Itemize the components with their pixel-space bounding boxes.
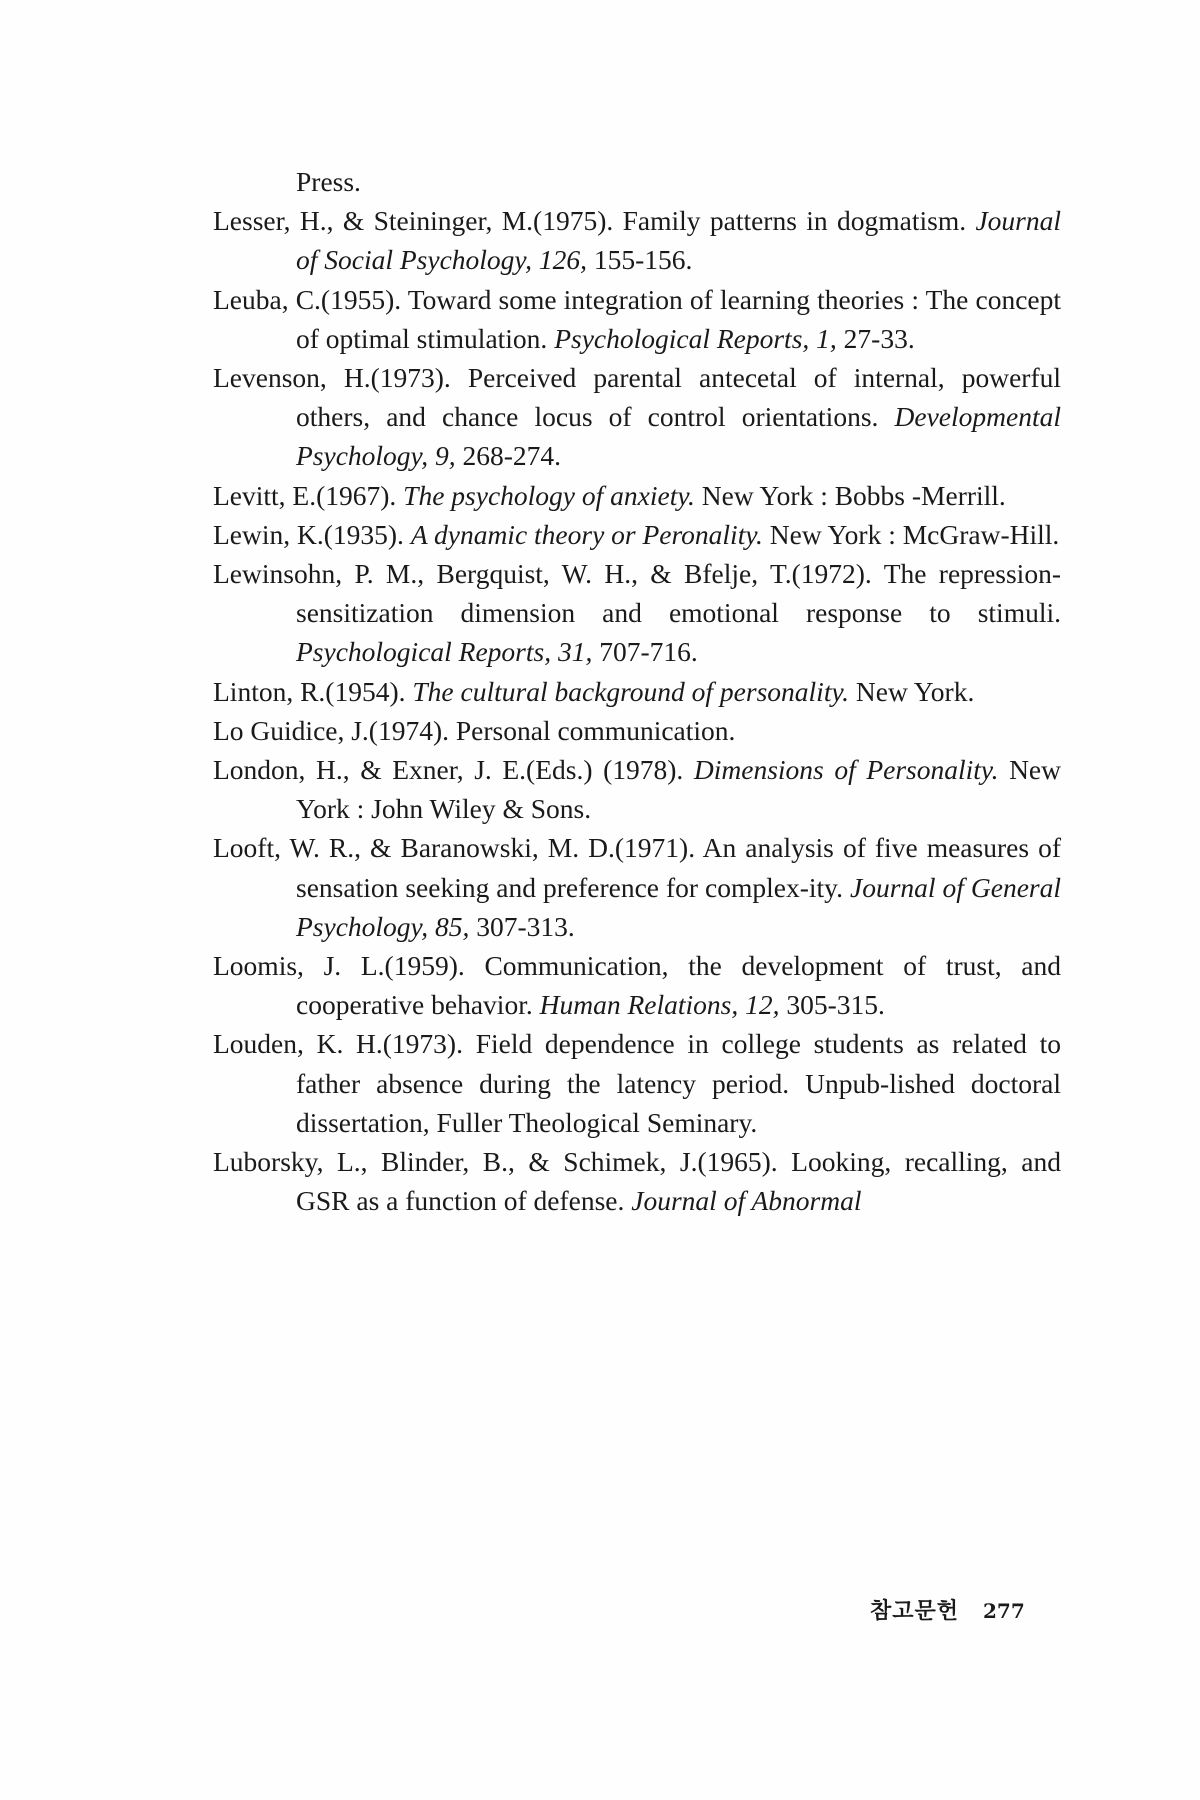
title-italic: The psychology of anxiety. [403, 479, 695, 511]
authors-date: Lesser, H., & Steininger, M.(1975). [213, 205, 614, 237]
reference-entry [213, 1024, 1061, 1142]
publisher: New York : McGraw-Hill. [769, 518, 1060, 550]
source-pages: 307-313. [476, 910, 575, 942]
authors-date: Louden, K. H.(1973). [213, 1028, 463, 1060]
title: Personal communication. [455, 714, 736, 746]
title: Field dependence in college students as related to father absence during the latency period. Unpub-lished doctoral dissertation, Fuller Theological Seminary. [296, 1028, 1062, 1138]
title: Communication, the development of trust, and cooperative behavior. [296, 950, 1061, 1021]
source-italic: Human Relations, 12, [539, 989, 780, 1021]
title: Looking, recalling, and GSR as a function of defense. [296, 1146, 1062, 1217]
reference-entry [213, 280, 1061, 358]
reference-entry [213, 711, 1061, 750]
authors-date: Leuba, C.(1955). [213, 283, 402, 315]
page-footer [870, 1594, 1070, 1634]
page-number: 277 [983, 1599, 1025, 1623]
source-italic: Journal of Social Psychology, 126, [296, 205, 1061, 276]
reference-entry [213, 476, 1061, 515]
authors-date: London, H., & Exner, J. E.(Eds.) (1978). [213, 754, 684, 786]
source-italic: Journal of General Psychology, 85, [296, 871, 1061, 942]
title-italic: A dynamic theory or Peronality. [410, 518, 763, 550]
reference-entry [213, 828, 1061, 946]
source-pages: 27-33. [843, 322, 915, 354]
authors-date: Luborsky, L., Blinder, B., & Schimek, J.(1965). [213, 1146, 778, 1178]
continuation-text: Press. [296, 166, 361, 197]
title: Perceived parental antecetal of internal, powerful others, and chance locus of control orientations. [296, 362, 1062, 433]
publisher: New York : John Wiley & Sons. [296, 754, 1061, 825]
continuation-line [213, 162, 1061, 201]
title: Family patterns in dogmatism. [622, 205, 967, 237]
source-italic: Journal of Abnormal [631, 1185, 862, 1217]
source-italic: Psychological Reports, 31, [296, 636, 593, 668]
reference-entry [213, 750, 1061, 828]
reference-entry [213, 201, 1061, 279]
title-italic: Dimensions of Personality. [693, 754, 999, 786]
authors-date: Levenson, H.(1973). [213, 362, 451, 394]
reference-list [213, 162, 1061, 1220]
reference-entry [213, 515, 1061, 554]
source-italic: Psychological Reports, 1, [554, 322, 837, 354]
authors-date: Levitt, E.(1967). [213, 479, 397, 511]
publisher: New York. [855, 675, 975, 707]
source-pages: 305-315. [786, 989, 885, 1021]
title: The repression-sensitization dimension and emotional response to stimuli. [296, 558, 1061, 629]
title: An analysis of five measures of sensation seeking and preference for complex-ity. [296, 832, 1061, 903]
source-italic: Developmental Psychology, 9, [296, 401, 1061, 472]
authors-date: Linton, R.(1954). [213, 675, 406, 707]
source-pages: 268-274. [462, 440, 562, 472]
reference-entry [213, 554, 1061, 672]
reference-entry [213, 358, 1061, 476]
authors-date: Lo Guidice, J.(1974). [213, 714, 449, 746]
reference-entry [213, 1142, 1061, 1220]
authors-date: Looft, W. R., & Baranowski, M. D.(1971). [213, 832, 696, 864]
running-footer-title: 참고문헌 [870, 1599, 960, 1624]
authors-date: Loomis, J. L.(1959). [213, 950, 465, 982]
reference-entry [213, 672, 1061, 711]
publisher: New York : Bobbs -Merrill. [701, 479, 1006, 511]
authors-date: Lewinsohn, P. M., Bergquist, W. H., & Bfelje, T.(1972). [213, 558, 872, 590]
source-pages: 155-156. [593, 244, 693, 276]
source-pages: 707-716. [599, 636, 698, 668]
title: Toward some integration of learning theories : The concept of optimal stimulation. [296, 283, 1061, 354]
authors-date: Lewin, K.(1935). [213, 518, 404, 550]
reference-entry [213, 946, 1061, 1024]
title-italic: The cultural background of personality. [412, 675, 850, 707]
